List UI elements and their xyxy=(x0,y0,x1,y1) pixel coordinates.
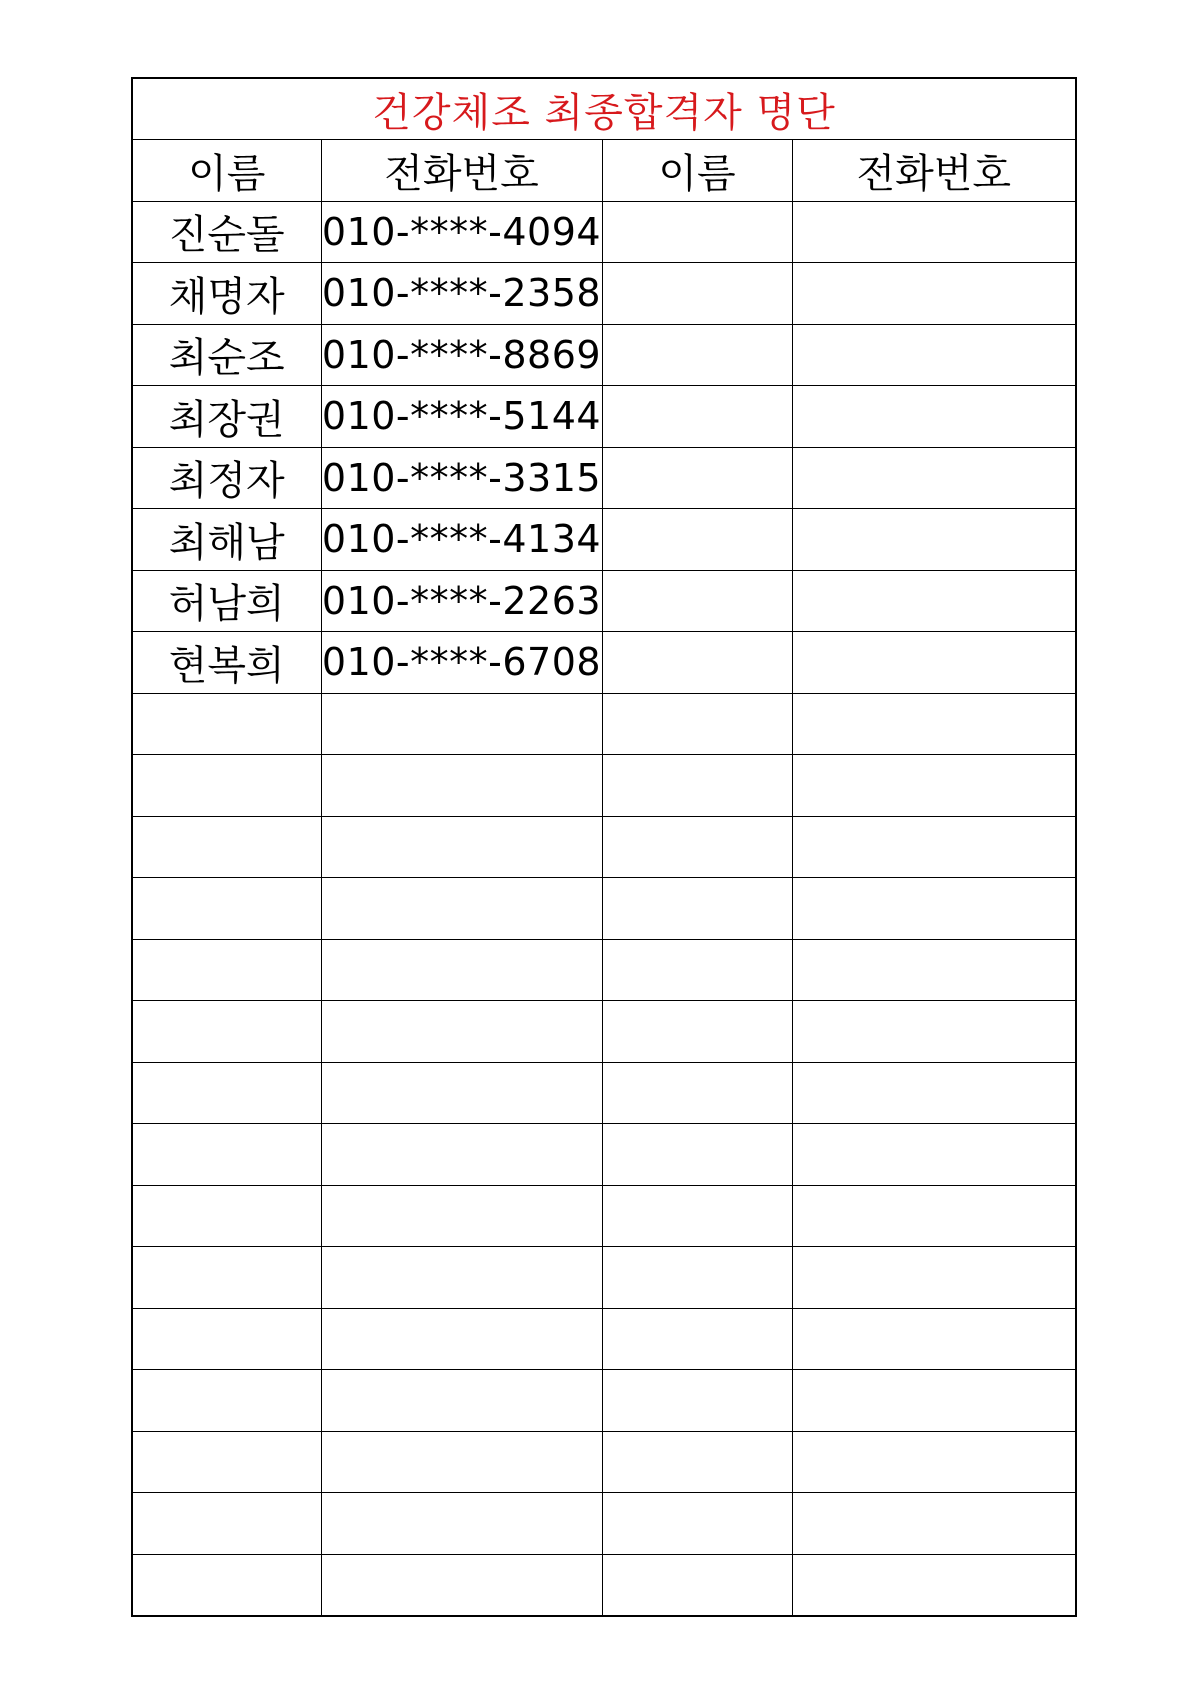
phone-cell-2 xyxy=(792,1493,1076,1555)
phone-cell-2 xyxy=(792,263,1076,325)
phone-cell-2 xyxy=(792,1370,1076,1432)
phone-cell-2 xyxy=(792,816,1076,878)
name-cell-2 xyxy=(602,632,792,694)
phone-cell xyxy=(321,1370,602,1432)
name-cell-2 xyxy=(602,1554,792,1616)
table-row xyxy=(132,1308,1076,1370)
phone-cell: 010-****-2358 xyxy=(321,263,602,325)
phone-cell-2 xyxy=(792,1062,1076,1124)
name-cell xyxy=(132,1062,321,1124)
column-header-phone-2: 전화번호 xyxy=(792,140,1076,202)
name-cell-2 xyxy=(602,263,792,325)
name-cell: 최해남 xyxy=(132,509,321,571)
table-row xyxy=(132,1124,1076,1186)
phone-cell-2 xyxy=(792,447,1076,509)
table-row xyxy=(132,816,1076,878)
phone-cell: 010-****-4094 xyxy=(321,201,602,263)
table-row xyxy=(132,509,1076,571)
title-row xyxy=(132,78,1076,140)
table-row xyxy=(132,1370,1076,1432)
phone-cell xyxy=(321,816,602,878)
name-cell: 허남희 xyxy=(132,570,321,632)
name-cell: 최순조 xyxy=(132,324,321,386)
phone-cell xyxy=(321,1001,602,1063)
name-cell-2 xyxy=(602,1001,792,1063)
phone-cell xyxy=(321,1431,602,1493)
phone-cell xyxy=(321,755,602,817)
phone-cell-2 xyxy=(792,1247,1076,1309)
table-row xyxy=(132,1001,1076,1063)
phone-cell: 010-****-2263 xyxy=(321,570,602,632)
name-cell xyxy=(132,1493,321,1555)
phone-cell xyxy=(321,1062,602,1124)
name-cell: 최정자 xyxy=(132,447,321,509)
name-cell xyxy=(132,816,321,878)
phone-cell-2 xyxy=(792,1124,1076,1186)
name-cell: 채명자 xyxy=(132,263,321,325)
name-cell-2 xyxy=(602,1124,792,1186)
roster-table xyxy=(131,77,1077,1617)
phone-cell xyxy=(321,693,602,755)
phone-cell-2 xyxy=(792,878,1076,940)
column-header-phone: 전화번호 xyxy=(321,140,602,202)
phone-cell xyxy=(321,1124,602,1186)
name-cell-2 xyxy=(602,1062,792,1124)
phone-cell-2 xyxy=(792,570,1076,632)
phone-cell-2 xyxy=(792,755,1076,817)
phone-cell-2 xyxy=(792,1185,1076,1247)
name-cell: 진순돌 xyxy=(132,201,321,263)
phone-cell xyxy=(321,1554,602,1616)
table-row xyxy=(132,1247,1076,1309)
name-cell-2 xyxy=(602,1247,792,1309)
name-cell-2 xyxy=(602,1493,792,1555)
phone-cell-2 xyxy=(792,324,1076,386)
name-cell xyxy=(132,693,321,755)
name-cell-2 xyxy=(602,878,792,940)
table-row xyxy=(132,386,1076,448)
name-cell-2 xyxy=(602,693,792,755)
phone-cell xyxy=(321,1308,602,1370)
phone-cell-2 xyxy=(792,1554,1076,1616)
name-cell-2 xyxy=(602,447,792,509)
name-cell-2 xyxy=(602,509,792,571)
table-row xyxy=(132,939,1076,1001)
table-row xyxy=(132,324,1076,386)
table-row xyxy=(132,447,1076,509)
name-cell xyxy=(132,1185,321,1247)
column-header-name-2: 이름 xyxy=(602,140,792,202)
name-cell xyxy=(132,1308,321,1370)
name-cell xyxy=(132,939,321,1001)
phone-cell-2 xyxy=(792,1431,1076,1493)
phone-cell-2 xyxy=(792,693,1076,755)
name-cell-2 xyxy=(602,1431,792,1493)
name-cell-2 xyxy=(602,816,792,878)
name-cell-2 xyxy=(602,201,792,263)
name-cell-2 xyxy=(602,1308,792,1370)
phone-cell xyxy=(321,939,602,1001)
table-row xyxy=(132,1554,1076,1616)
phone-cell-2 xyxy=(792,509,1076,571)
name-cell-2 xyxy=(602,1185,792,1247)
name-cell-2 xyxy=(602,755,792,817)
phone-cell xyxy=(321,1247,602,1309)
table-row xyxy=(132,632,1076,694)
phone-cell-2 xyxy=(792,1308,1076,1370)
name-cell-2 xyxy=(602,324,792,386)
column-header-name: 이름 xyxy=(132,140,321,202)
phone-cell-2 xyxy=(792,386,1076,448)
name-cell xyxy=(132,755,321,817)
phone-cell: 010-****-6708 xyxy=(321,632,602,694)
phone-cell xyxy=(321,1493,602,1555)
phone-cell-2 xyxy=(792,939,1076,1001)
name-cell-2 xyxy=(602,570,792,632)
name-cell xyxy=(132,878,321,940)
name-cell-2 xyxy=(602,939,792,1001)
name-cell xyxy=(132,1431,321,1493)
phone-cell xyxy=(321,1185,602,1247)
phone-cell-2 xyxy=(792,632,1076,694)
table-row xyxy=(132,1062,1076,1124)
name-cell xyxy=(132,1001,321,1063)
name-cell xyxy=(132,1124,321,1186)
phone-cell-2 xyxy=(792,201,1076,263)
name-cell xyxy=(132,1554,321,1616)
document-title: 건강체조 최종합격자 명단 xyxy=(132,78,1076,140)
roster-body xyxy=(132,201,1076,1616)
table-row xyxy=(132,263,1076,325)
table-row xyxy=(132,570,1076,632)
table-row xyxy=(132,878,1076,940)
table-row xyxy=(132,693,1076,755)
table-row xyxy=(132,1493,1076,1555)
name-cell xyxy=(132,1247,321,1309)
name-cell: 최장권 xyxy=(132,386,321,448)
table-row xyxy=(132,201,1076,263)
table-row xyxy=(132,1431,1076,1493)
phone-cell: 010-****-3315 xyxy=(321,447,602,509)
phone-cell: 010-****-5144 xyxy=(321,386,602,448)
phone-cell xyxy=(321,878,602,940)
phone-cell: 010-****-8869 xyxy=(321,324,602,386)
phone-cell: 010-****-4134 xyxy=(321,509,602,571)
name-cell: 현복희 xyxy=(132,632,321,694)
name-cell-2 xyxy=(602,1370,792,1432)
name-cell xyxy=(132,1370,321,1432)
table-row xyxy=(132,1185,1076,1247)
header-row xyxy=(132,140,1076,202)
table-row xyxy=(132,755,1076,817)
name-cell-2 xyxy=(602,386,792,448)
phone-cell-2 xyxy=(792,1001,1076,1063)
